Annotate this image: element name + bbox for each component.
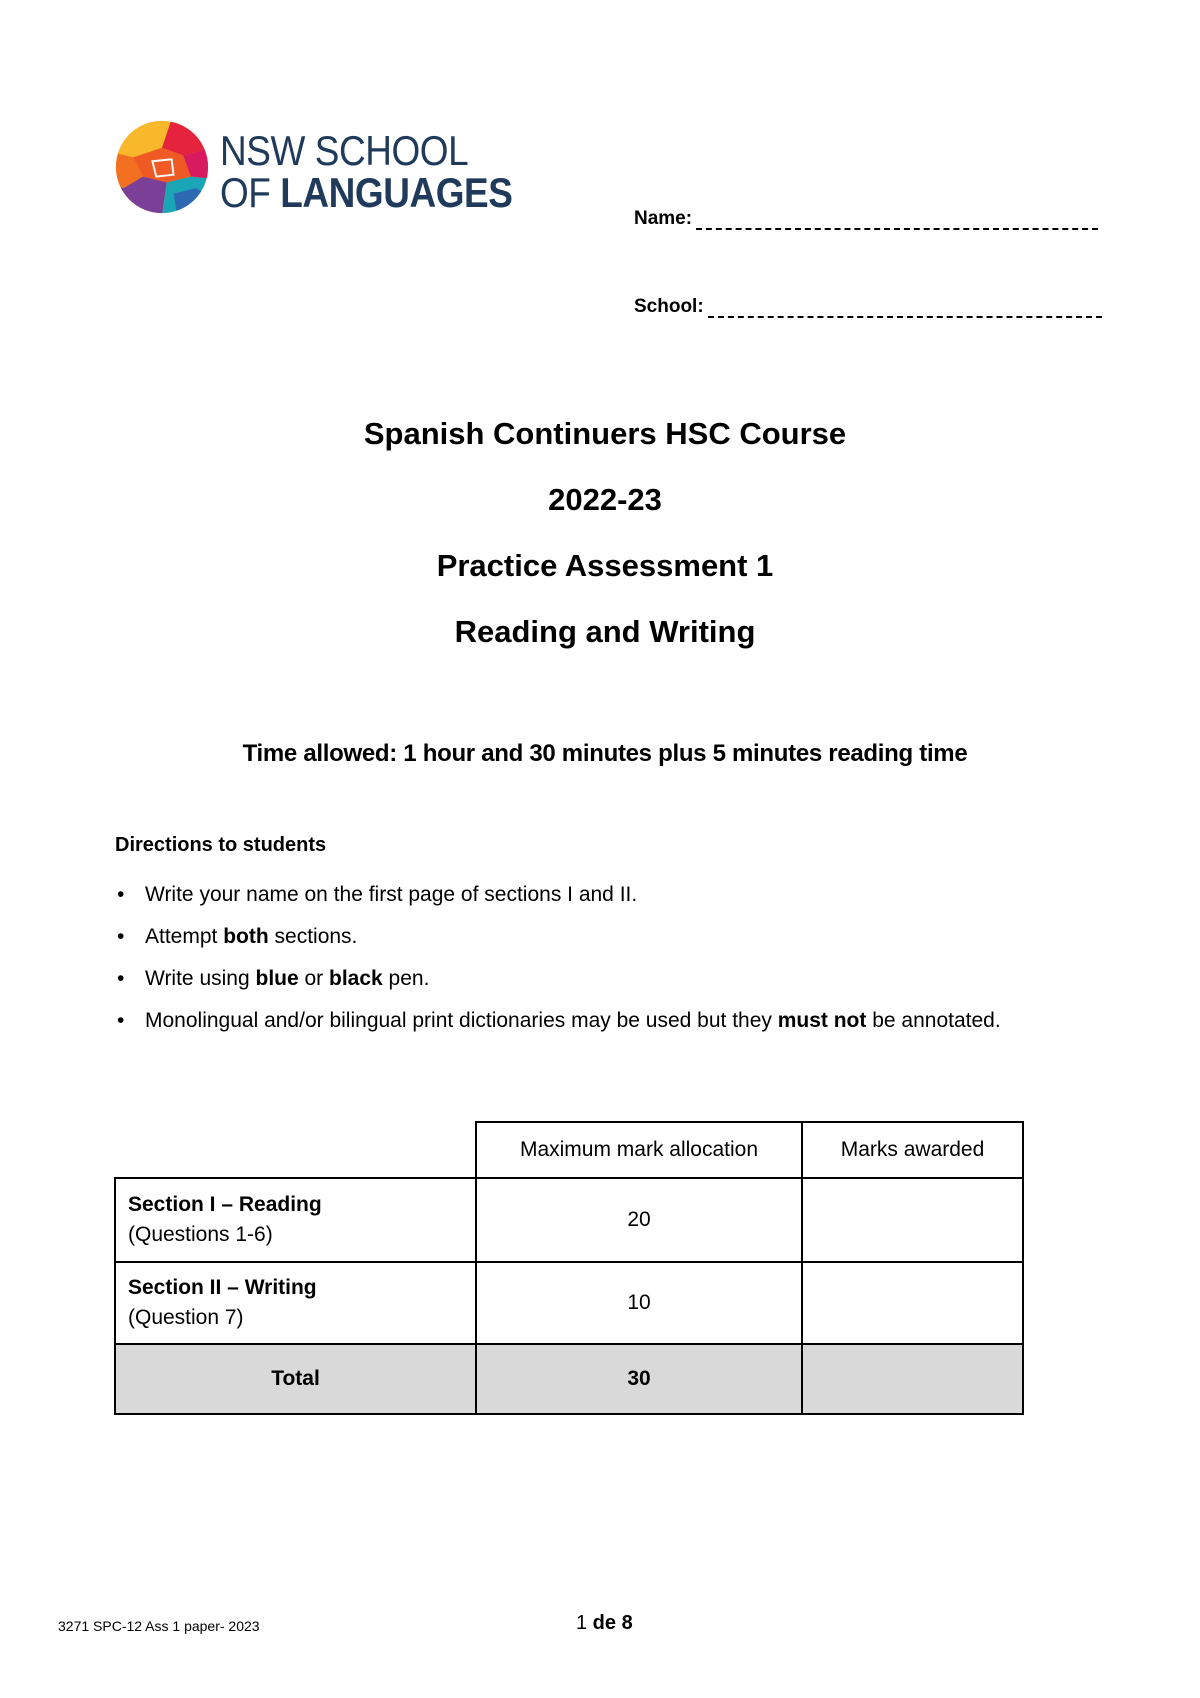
section-name: Section II – Writing xyxy=(128,1276,317,1299)
page-separator: de xyxy=(587,1612,622,1634)
section-cell xyxy=(115,1178,476,1262)
direction-emphasis: must not xyxy=(777,1009,867,1032)
name-line[interactable] xyxy=(696,216,1098,230)
direction-emphasis: black xyxy=(329,967,383,990)
table-corner-cell xyxy=(115,1122,476,1178)
max-mark-cell: 20 xyxy=(476,1178,802,1262)
direction-text: Write your name on the first page of sections I and II. xyxy=(145,883,638,906)
logo-line-1: NSW SCHOOL xyxy=(220,127,469,174)
direction-item xyxy=(115,874,1001,916)
total-max-mark: 30 xyxy=(476,1344,802,1414)
marks-table xyxy=(114,1121,1024,1415)
logo-text xyxy=(220,127,552,216)
direction-text: be annotated. xyxy=(866,1009,1001,1032)
skills-title: Reading and Writing xyxy=(454,614,756,649)
direction-item xyxy=(115,916,1001,958)
direction-text: Write using xyxy=(145,967,256,990)
page-total: 8 xyxy=(621,1612,633,1634)
logo-line-2-bold: LANGUAGES xyxy=(280,169,513,216)
school-field[interactable] xyxy=(634,296,1102,318)
section-cell xyxy=(115,1262,476,1344)
max-mark-cell: 10 xyxy=(476,1262,802,1344)
table-header-row xyxy=(115,1122,1023,1178)
assessment-title: Practice Assessment 1 xyxy=(436,548,774,583)
direction-text: Monolingual and/or bilingual print dictionaries may be used but they xyxy=(145,1009,778,1032)
nsw-school-of-languages-logo xyxy=(114,118,534,222)
directions-list xyxy=(115,874,1001,1042)
time-allowed: Time allowed: 1 hour and 30 minutes plus 5 minutes reading time xyxy=(242,740,968,767)
footer-page-number xyxy=(576,1612,633,1635)
direction-emphasis: both xyxy=(223,925,269,948)
table-row xyxy=(115,1178,1023,1262)
direction-emphasis: blue xyxy=(255,967,299,990)
section-name: Section I – Reading xyxy=(128,1193,322,1216)
school-line[interactable] xyxy=(708,304,1102,318)
direction-text: or xyxy=(298,967,330,990)
section-questions: (Question 7) xyxy=(128,1306,244,1329)
table-total-row xyxy=(115,1344,1023,1414)
marks-awarded-cell[interactable] xyxy=(802,1178,1023,1262)
table-row xyxy=(115,1262,1023,1344)
marks-awarded-cell[interactable] xyxy=(802,1262,1023,1344)
header-max-mark: Maximum mark allocation xyxy=(476,1122,802,1178)
name-field[interactable] xyxy=(634,208,1098,230)
direction-item xyxy=(115,1000,1001,1042)
section-questions: (Questions 1-6) xyxy=(128,1223,273,1246)
directions-heading: Directions to students xyxy=(115,834,327,856)
footer-document-code: 3271 SPC-12 Ass 1 paper- 2023 xyxy=(58,1618,260,1634)
direction-text: sections. xyxy=(268,925,358,948)
logo-mark-icon xyxy=(114,118,210,216)
direction-text: Attempt xyxy=(145,925,224,948)
total-label: Total xyxy=(115,1344,476,1414)
school-label: School: xyxy=(634,296,704,317)
course-title: Spanish Continuers HSC Course xyxy=(363,416,847,451)
page-current: 1 xyxy=(576,1612,588,1634)
total-marks-awarded[interactable] xyxy=(802,1344,1023,1414)
direction-text: pen. xyxy=(382,967,430,990)
header-marks-awarded: Marks awarded xyxy=(802,1122,1023,1178)
logo-line-2 xyxy=(220,169,513,216)
direction-item xyxy=(115,958,1001,1000)
course-year: 2022-23 xyxy=(548,482,662,517)
name-label: Name: xyxy=(634,208,693,229)
logo-line-2-prefix: OF xyxy=(220,169,281,216)
